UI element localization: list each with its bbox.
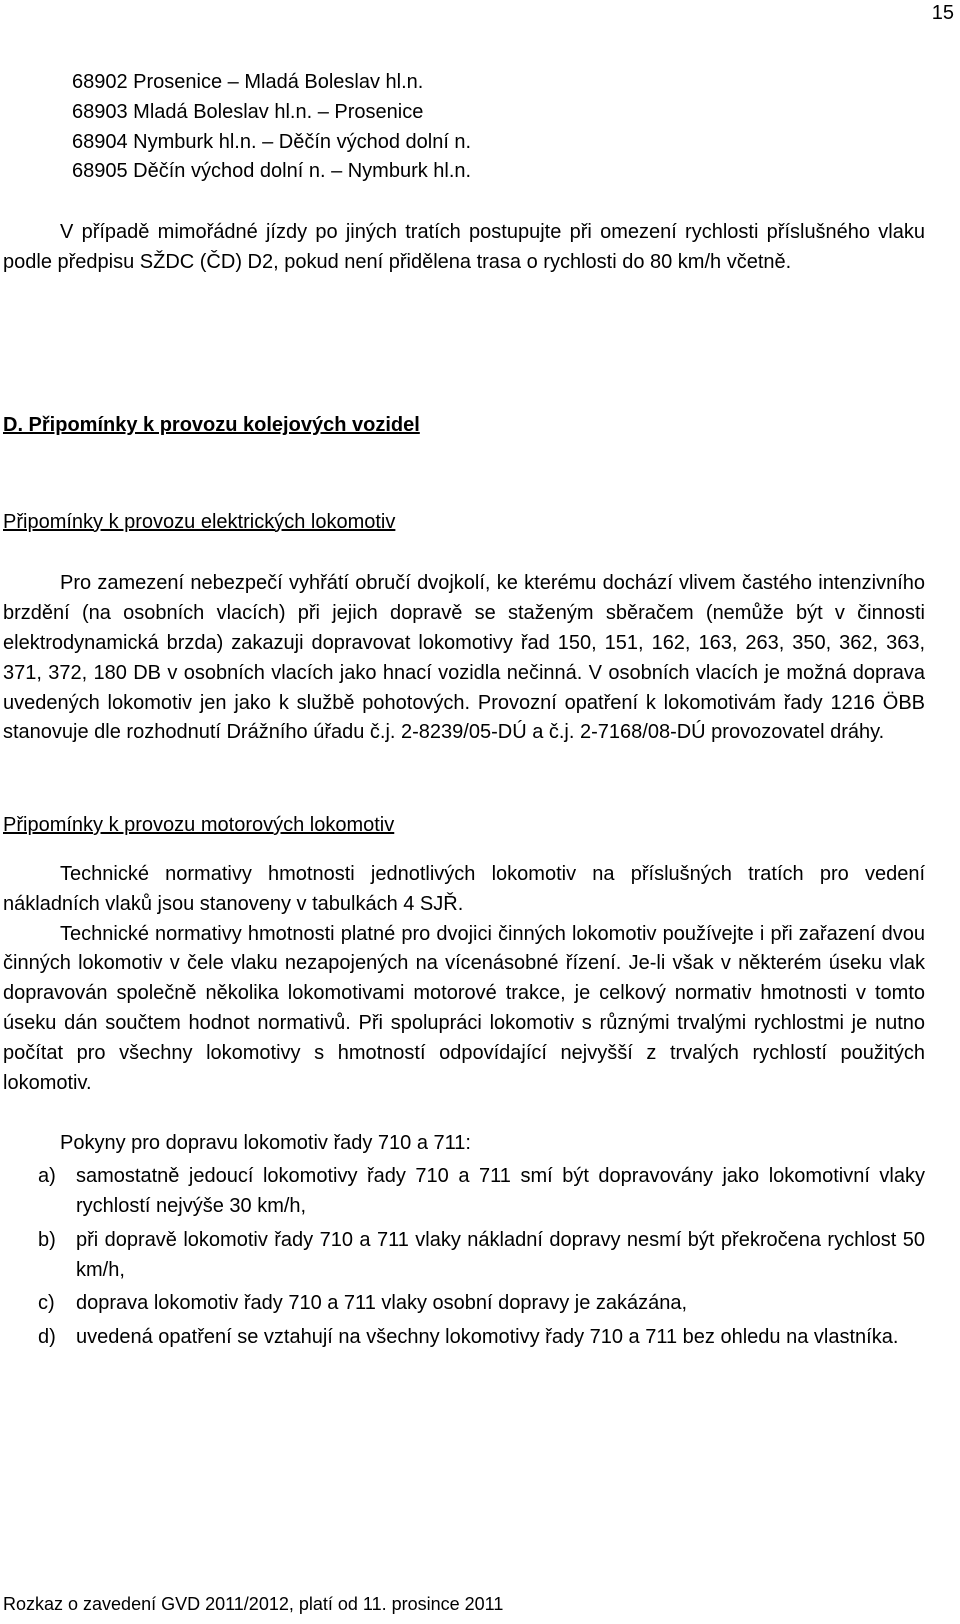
instructions-list — [3, 1162, 925, 1353]
motor-locomotives-paragraph-1: Technické normativy hmotnosti jednotlivých lokomotiv na příslušných tratích pro vedení nákladních vlaků jsou stanoveny v tabulkách 4 SJŘ. — [3, 862, 925, 915]
list-item-text: doprava lokomotiv řady 710 a 711 vlaky osobní dopravy je zakázána, — [76, 1292, 688, 1315]
instructions-list-item — [3, 1289, 925, 1319]
section-heading: D. Připomínky k provozu kolejových vozidel — [3, 413, 420, 436]
motor-locomotives-paragraph-2: Technické normativy hmotnosti platné pro dvojici činných lokomotiv používejte i při zařazení dvou činných lokomotiv v čele vlaku nezapojených na vícenásobné řízení. Je-li však v některém úseku vlak dopravován společně několika lokomotivami motorové trakce, je celkový normativ hmotnosti v tomto úseku dán součtem hodnot normativů. Při spolupráci lokomotiv s různými trvalými rychlostmi je nutno počítat pro všechny lokomotivy s hmotností odpovídající nejvyšší z trvalých rychlostí použitých lokomotiv. — [3, 922, 925, 1094]
list-marker: a) — [38, 1165, 56, 1188]
page-number: 15 — [931, 2, 954, 24]
list-marker: b) — [38, 1228, 56, 1251]
train-list-item: 68903 Mladá Boleslav hl.n. – Prosenice — [72, 100, 424, 123]
train-list-item: 68902 Prosenice – Mladá Boleslav hl.n. — [72, 71, 424, 93]
instructions-list-item — [3, 1162, 925, 1222]
instructions-title: Pokyny pro dopravu lokomotiv řady 710 a 711: — [60, 1132, 471, 1155]
train-list-item: 68904 Nymburk hl.n. – Děčín východ dolní n. — [72, 130, 472, 153]
electric-locomotives-heading: Připomínky k provozu elektrických lokomotiv — [3, 510, 396, 533]
speed-restriction-paragraph: V případě mimořádné jízdy po jiných tratích postupujte při omezení rychlosti příslušného vlaku podle předpisu SŽDC (ČD) D2, pokud není přidělena trasa o rychlosti do 80 km/h včetně. — [3, 221, 925, 273]
list-item-text: uvedená opatření se vztahují na všechny lokomotivy řady 710 a 711 bez ohledu na vlastníka. — [76, 1326, 899, 1349]
list-marker: d) — [38, 1326, 56, 1349]
page-content — [3, 68, 925, 1357]
train-list-item: 68905 Děčín východ dolní n. – Nymburk hl.n. — [72, 160, 472, 183]
list-item-text: při dopravě lokomotiv řady 710 a 711 vlaky nákladní dopravy nesmí být překročena rychlost 50 km/h, — [76, 1228, 925, 1281]
electric-locomotives-paragraph: Pro zamezení nebezpečí vyhřátí obručí dvojkolí, ke kterému dochází vlivem častého intenzivního brzdění (na osobních vlacích) při jejich dopravě se staženým sběračem (nemůže být v činnosti elektrodynamická brzda) zakazuji dopravovat lokomotivy řad 150, 151, 162, 163, 263, 350, 362, 363, 371, 372, 180 DB v osobních vlacích jako hnací vozidla nečinná. V osobních vlacích je možná doprava uvedených lokomotiv jen jako k službě pohotových. Provozní opatření k lokomotivám řady 1216 ÖBB stanovuje dle rozhodnutí Drážního úřadu č.j. 2-8239/05-DÚ a č.j. 2-7168/08-DÚ provozovatel dráhy. — [3, 572, 925, 744]
list-item-text: samostatně jedoucí lokomotivy řady 710 a 711 smí být dopravovány jako lokomotivní vlaky rychlostí nejvýše 30 km/h, — [76, 1165, 925, 1217]
list-marker: c) — [38, 1292, 55, 1315]
motor-locomotives-heading: Připomínky k provozu motorových lokomotiv — [3, 814, 395, 837]
page-footer: Rozkaz o zavedení GVD 2011/2012, platí od 11. prosince 2011 — [3, 1594, 504, 1614]
instructions-list-item — [3, 1323, 925, 1353]
train-list — [72, 68, 925, 187]
instructions-list-item — [3, 1226, 925, 1286]
